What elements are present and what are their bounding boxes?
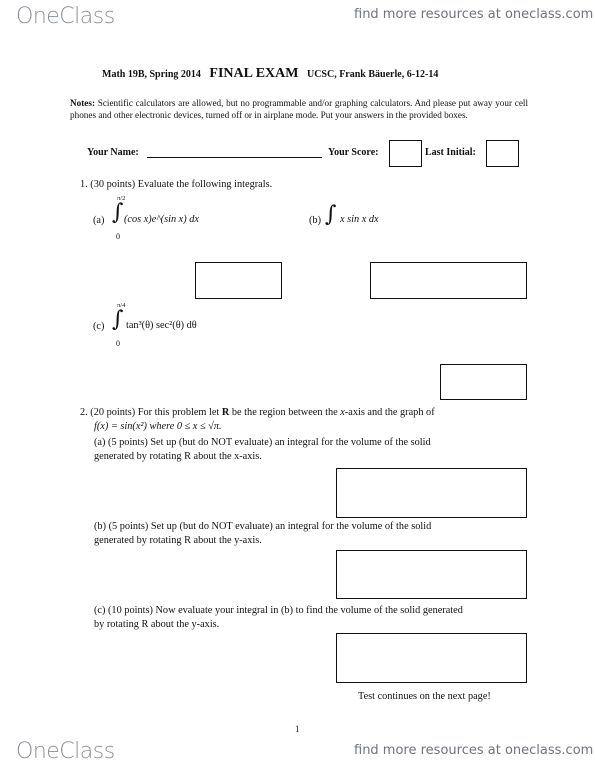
q2c-answer-box[interactable] [336,633,527,683]
q2a-answer-box[interactable] [336,468,527,518]
x-axis-var: x [340,407,345,418]
region-symbol: R [221,407,230,418]
footer-resources-link[interactable]: find more resources at oneclass.com [354,743,594,758]
q2b-answer-box[interactable] [336,550,527,599]
q2a-text-line1: (a) (5 points) Set up (but do NOT evaluate) an integral for the volume of the solid [94,437,431,448]
q1-intro: 1. (30 points) Evaluate the following integrals. [80,179,273,190]
q1a-answer-box[interactable] [195,262,282,299]
q1c-lower-limit: 0 [116,339,120,348]
notes-text: Scientific calculators are allowed, but no programmable and/or graphing calculators. And please put away your cell phones and other electronic devices, turned off or in airplane mode. Put your answers in the provided boxes. [70,98,529,120]
score-box[interactable] [389,140,422,167]
q1a-lower-limit: 0 [116,232,120,241]
q1b-integrand: x sin x dx [340,214,379,225]
oneclass-logo-text: OneClass [16,4,115,29]
q2-intro-text-2: be the region between the [231,407,338,418]
oneclass-logo-text: OneClass [16,739,115,764]
q2a-text-line2: generated by rotating R about the x-axis. [94,451,262,462]
page-number: 1 [295,724,300,734]
initial-label: Last Initial: [425,147,476,158]
q1c-label: (c) [93,321,105,332]
q2b-text-line2: generated by rotating R about the y-axis. [94,535,262,546]
instructor-info: UCSC, Frank Bäuerle, 6-12-14 [306,69,439,80]
score-label: Your Score: [328,147,379,158]
q2c-text-line2: by rotating R about the y-axis. [94,619,220,630]
q2-function-definition: f(x) = sin(x²) where 0 ≤ x ≤ √π. [94,421,222,432]
course-name: Math 19B, Spring 2014 [102,69,201,80]
oneclass-logo-header [16,4,115,29]
initial-box[interactable] [486,140,519,167]
q1a-integrand: (cos x)e^(sin x) dx [124,214,199,225]
q2c-text-line1: (c) (10 points) Now evaluate your integral in (b) to find the volume of the solid generated [94,605,463,616]
q1a-label: (a) [93,215,105,226]
q1a-upper-limit: π/2 [117,195,126,202]
q1c-integrand: tan³(θ) sec²(θ) dθ [126,320,197,331]
q1b-answer-box[interactable] [370,262,527,299]
continues-note: Test continues on the next page! [358,691,491,702]
q2b-text-line1: (b) (5 points) Set up (but do NOT evaluate) an integral for the volume of the solid [94,521,432,532]
q2-intro [80,406,525,420]
header-resources-link[interactable]: find more resources at oneclass.com [354,7,594,22]
exam-notes [70,97,528,121]
exam-title: FINAL EXAM [209,66,299,81]
name-label: Your Name: [87,147,139,158]
notes-label: Notes: [70,98,96,108]
q1c-upper-limit: π/4 [117,302,126,309]
name-field[interactable] [147,157,322,158]
oneclass-logo-footer [16,739,115,764]
integral-sign-icon: ∫ [112,307,124,332]
exam-title-line [102,66,438,82]
q2-intro-text-1: 2. (20 points) For this problem let [80,407,220,418]
integral-sign-icon: ∫ [112,200,124,225]
q1c-answer-box[interactable] [440,364,527,400]
q2-intro-text-3: -axis and the graph of [344,407,435,418]
integral-sign-icon: ∫ [325,202,337,227]
q1b-label: (b) [309,215,322,226]
